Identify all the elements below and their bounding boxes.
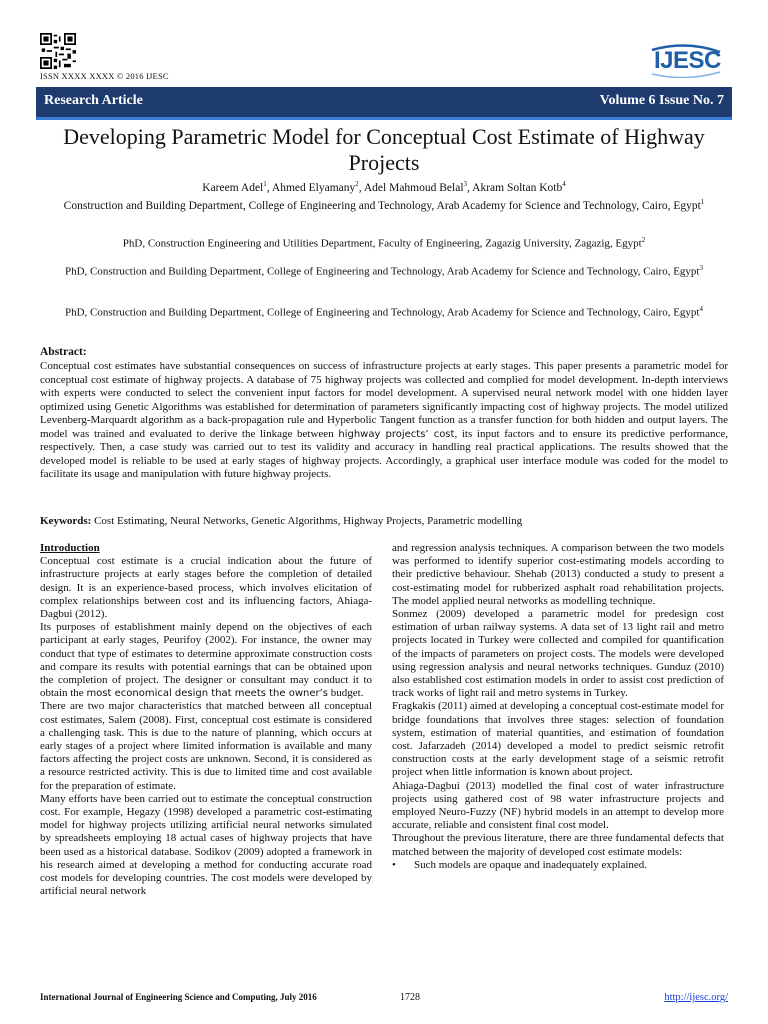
- paragraph: Conceptual cost estimate is a crucial indication about the future of infrastructure projects at early stages before the completion of detailed design. It is an experience-based process, which involves elicitation of complex relationships between cost and its influencing factors, Ahiaga-Dagbui (2012).: [40, 555, 372, 621]
- abstract-heading: Abstract:: [40, 346, 87, 358]
- paragraph: Throughout the previous literature, there are three fundamental defects that matched between the majority of developed cost estimate models:: [392, 832, 724, 858]
- keywords: [40, 515, 728, 527]
- author-list: Kareem Adel$^1$, Ahmed Elyamany$^2$, Adel Mahmoud Belal$^3$, Akram Soltan Kotb$^4$ Construction and Building Department, College of Engineering and Technology, Arab Academy for Science and Technology, Cairo, Egypt$^1$: [63, 180, 705, 212]
- paragraph: Ahiaga-Dagbui (2013) modelled the final cost of water infrastructure projects using gathered cost of 98 water infrastructure projects and employed Neuro-Fuzzy (NF) hybrid models in an attempt to develop more accurate, reliable and consistent final cost model.: [392, 779, 724, 832]
- affiliation: PhD, Construction and Building Department, College of Engineering and Technology, Arab Academy for Science and Technology, Cairo, Egypt$^4$: [65, 305, 703, 319]
- author-name: Akram Soltan Kotb: [472, 181, 563, 194]
- keywords-text: Cost Estimating, Neural Networks, Genetic Algorithms, Highway Projects, Parametric modelling: [94, 515, 523, 527]
- abstract-text: Conceptual cost estimates have substantial consequences on success of infrastructure projects at early stages. This paper presents a parametric model for conceptual cost estimate of highway projects. A database of 75 highway projects was collected and complied for model development. In-depth interviews with experts were conducted to select the convenient input factors for model development. A supervised neural network model with one hidden layer optimized using Genetic Algorithms was established for determination of parameters significantly impacting cost of highway projects. The model utilized Levenberg-Marquardt algorithm as a back-propagation rule and Hyperbolic Tangent function as a transfer function for both hidden and output layers. The model was trained and evaluated to derive the linkage between highway projects’ cost, its input factors and to ensure its predictive performance, respectively. Then, a case study was carried out to test its validity and accuracy in handling real practical applications. The results showed that the developed model is reliable to be used at early stages of highway projects. Accordingly, a graphical user interface module was coded for the model to facilitate its usage and manipulation with future highway projects.: [40, 360, 729, 480]
- volume-issue: Volume 6 Issue No. 7: [599, 93, 724, 108]
- article-type: Research Article: [44, 93, 143, 108]
- section-heading-introduction: Introduction: [40, 542, 100, 554]
- bullet-icon: •: [392, 858, 396, 871]
- keywords-label: Keywords:: [40, 515, 92, 527]
- paragraph: and regression analysis techniques. A comparison between the two models was performed to identify superior cost-estimating models according to their predictive behaviour. Shehab (2013) conducted a study to present a cost-estimating model for rubberized asphalt road rehabilitation projects. The model applied neural networks as modelling technique.: [392, 542, 724, 607]
- issn-text: ISSN XXXX XXXX © 2016 IJESC: [40, 71, 169, 81]
- qr-code-icon: [40, 33, 76, 69]
- affiliation: PhD, Construction and Building Department, College of Engineering and Technology, Arab Academy for Science and Technology, Cairo, Egypt$^3$: [65, 264, 703, 278]
- author-name: Kareem Adel: [202, 181, 264, 194]
- article-banner: [36, 87, 732, 120]
- paragraph: Sonmez (2009) developed a parametric model for predesign cost estimation of urban railway systems. A data set of 13 light rail and metro projects located in Turkey were collected and compiled for quantification of the impacts of parameters on project costs. The models were developed using regression analysis and neural networks techniques. Gunduz (2010) also established cost estimation models in order to assist cost prediction of track works of light rail and metro systems in Turkey.: [392, 608, 724, 700]
- journal-logo: [648, 44, 724, 78]
- paragraph: There are two major characteristics that matched between all conceptual cost estimates, Salem (2008). First, conceptual cost estimate is considered a challenging task. This is due to the nature of planning, which occurs at early stages of a project where limited information is available and many factors affecting the project costs are unknown. Second, it is considered as a resource restricted activity. This is due to limited time and cost available for the preparation of estimate.: [40, 700, 372, 792]
- column-right: [392, 542, 724, 872]
- paragraph: Many efforts have been carried out to estimate the conceptual construction cost. For example, Hegazy (1998) developed a parametric cost-estimating model for highway projects utilizing artificial neural networks simulated by spreadsheets employing 18 actual cases of highway projects that have been used as a historical database. Sodikov (2009) adopted a framework in his research aimed at developing a method for conducting accurate road cost models for developing countries. The cost models were developed by artificial neural network: [40, 792, 372, 898]
- paragraph: Its purposes of establishment mainly depend on the objectives of each participant at early stages, Peurifoy (2002). For instance, the owner may conduct that type of estimates to determine approximate construction costs and compare its results with potential earnings that can be obtained upon the completion of project. The designer or consultant may conduct it to obtain the most economical design that meets the owner’s budget.: [40, 621, 372, 700]
- affiliation: Construction and Building Department, College of Engineering and Technology, Arab Academy for Science and Technology, Cairo, Egypt: [63, 199, 701, 212]
- logo-text: IJESC: [654, 47, 721, 74]
- column-left: [40, 542, 372, 898]
- page-number: 1728: [400, 992, 420, 1003]
- list-item: • Such models are opaque and inadequately explained.: [392, 858, 648, 871]
- author-name: Adel Mahmoud Belal: [363, 181, 464, 194]
- journal-url-link[interactable]: http://ijesc.org/: [664, 992, 728, 1003]
- affiliation: PhD, Construction Engineering and Utilities Department, Faculty of Engineering, Zagazig University, Zagazig, Egypt$^2$: [122, 236, 646, 250]
- author-name: Ahmed Elyamany: [271, 181, 356, 194]
- footer-journal: International Journal of Engineering Science and Computing, July 2016: [40, 992, 317, 1002]
- paper-title: Developing Parametric Model for Conceptual Cost Estimate of Highway Projects: [63, 124, 705, 175]
- paragraph: Fragkakis (2011) aimed at developing a conceptual cost-estimate model for bridge foundations that involves three stages: selection of foundation system, estimation of material quantities, and estimation of foundation cost. Jafarzadeh (2014) developed a model to predict seismic retrofit construction costs at the early development stage of a seismic retrofit project when little information is known about project.: [392, 700, 724, 779]
